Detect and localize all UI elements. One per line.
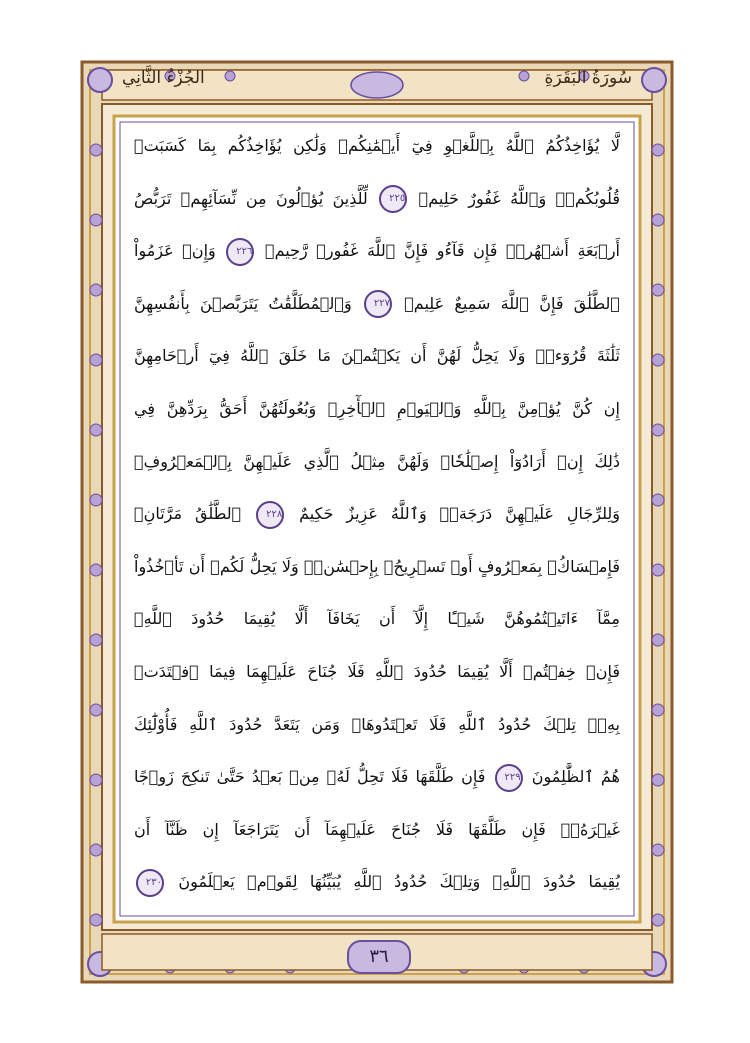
text-line (134, 334, 620, 377)
verse-text: فَإِنۡ خِفۡتُمۡ أَلَّا يُقِيمَا حُدُودَ ٱللَّهِ فَلَا جُنَاحَ عَلَيۡهِمَا فِيمَا ٱفۡتَدَتۡ (134, 662, 620, 681)
mushaf-page (80, 60, 674, 984)
verse-text: هُمُ ٱلظَّٰلِمُونَ (531, 767, 620, 787)
text-line (134, 545, 620, 588)
verse-number-marker: ٢٢٦ (226, 238, 254, 266)
text-line (134, 650, 620, 693)
verse-text: مِمَّآ ءَاتَيۡتُمُوهُنَّ شَيۡـًٔا إِلَّآ أَن يَخَافَآ أَلَّا يُقِيمَا حُدُودَ ٱللَّهِۖ (134, 609, 620, 629)
verse-text: وَلِلرِّجَالِ عَلَيۡهِنَّ دَرَجَةٞۗ وَٱللَّهُ عَزِيزٌ حَكِيمٌ (299, 504, 620, 524)
verse-number-marker: ٢٢٧ (364, 290, 392, 318)
page-header (80, 60, 674, 100)
verse-text: لَّا يُؤَاخِذُكُمُ ٱللَّهُ بِٱللَّغۡوِ فِيٓ أَيۡمَٰنِكُمۡ وَلَٰكِن يُؤَاخِذُكُم بِمَا كَسَبَتۡ (134, 136, 620, 155)
verse-text: ثَلَٰثَةَ قُرُوٓءٖۚ وَلَا يَحِلُّ لَهُنَّ أَن يَكۡتُمۡنَ مَا خَلَقَ ٱللَّهُ فِيٓ أَرۡحَامِهِنَّ (134, 346, 620, 366)
quran-text (134, 124, 620, 914)
surah-name: سُورَةُ البَقَرَةِ (544, 68, 632, 88)
verse-text: قُلُوبُكُمۡۗ وَٱللَّهُ غَفُورٌ حَلِيمٞ (418, 188, 620, 208)
verse-text: فَإِمۡسَاكُۢ بِمَعۡرُوفٍ أَوۡ تَسۡرِيحُۢ بِإِحۡسَٰنٖۗ وَلَا يَحِلُّ لَكُمۡ أَن تَأۡخُذُواْ (134, 556, 620, 576)
text-line (134, 492, 620, 535)
page-number: ٣٦ (347, 940, 411, 974)
text-line (134, 282, 620, 325)
text-line (134, 440, 620, 483)
verse-text: فَإِن طَلَّقَهَا فَلَا تَحِلُّ لَهُۥ مِنۢ بَعۡدُ حَتَّىٰ تَنكِحَ زَوۡجًا (134, 767, 486, 787)
verse-text: وَإِنۡ عَزَمُواْ (134, 241, 216, 261)
text-line (134, 597, 620, 640)
verse-number-marker: ٢٣٠ (136, 869, 164, 897)
text-line (134, 755, 620, 798)
verse-text: أَرۡبَعَةِ أَشۡهُرٖۖ فَإِن فَآءُو فَإِنَّ ٱللَّهَ غَفُورٞ رَّحِيمٞ (265, 241, 620, 261)
text-line (134, 703, 620, 746)
verse-text: غَيۡرَهُۥۗ فَإِن طَلَّقَهَا فَلَا جُنَاحَ عَلَيۡهِمَآ أَن يَتَرَاجَعَآ إِن ظَنَّآ أَن (134, 819, 620, 839)
text-line (134, 808, 620, 851)
verse-text: بِهِۦۗ تِلۡكَ حُدُودُ ٱللَّهِ فَلَا تَعۡتَدُوهَاۚ وَمَن يَتَعَدَّ حُدُودَ ٱللَّهِ فَأُوْلَٰٓئِكَ (134, 714, 620, 734)
text-line (134, 124, 620, 167)
text-line (134, 387, 620, 430)
text-line (134, 860, 620, 903)
text-line (134, 229, 620, 272)
verse-text: إِن كُنَّ يُؤۡمِنَّ بِٱللَّهِ وَٱلۡيَوۡمِ ٱلۡأٓخِرِۚ وَبُعُولَتُهُنَّ أَحَقُّ بِرَدِّهِنَّ فِي (134, 399, 620, 418)
verse-number-marker: ٢٢٩ (495, 764, 523, 792)
verse-text: لِّلَّذِينَ يُؤۡلُونَ مِن نِّسَآئِهِمۡ تَرَبُّصُ (134, 188, 368, 208)
juz-name: الجُزْءُ الثَّانِي (122, 68, 205, 88)
verse-text: ٱلطَّلَٰقُ مَرَّتَانِۖ (134, 504, 242, 524)
verse-text: يُقِيمَا حُدُودَ ٱللَّهِۗ وَتِلۡكَ حُدُودُ ٱللَّهِ يُبَيِّنُهَا لِقَوۡمٖ يَعۡلَمُونَ (178, 872, 620, 892)
verse-text: ٱلطَّلَٰقَ فَإِنَّ ٱللَّهَ سَمِيعٌ عَلِيمٞ (404, 293, 620, 313)
text-line (134, 177, 620, 220)
verse-number-marker: ٢٢٨ (256, 501, 284, 529)
verse-text: ذَٰلِكَ إِنۡ أَرَادُوٓاْ إِصۡلَٰحٗاۚ وَلَهُنَّ مِثۡلُ ٱلَّذِي عَلَيۡهِنَّ بِٱلۡمَعۡرُوفِۚ (134, 451, 620, 471)
verse-text: وَٱلۡمُطَلَّقَٰتُ يَتَرَبَّصۡنَ بِأَنفُسِهِنَّ (134, 293, 352, 313)
verse-number-marker: ٢٢٥ (379, 185, 407, 213)
